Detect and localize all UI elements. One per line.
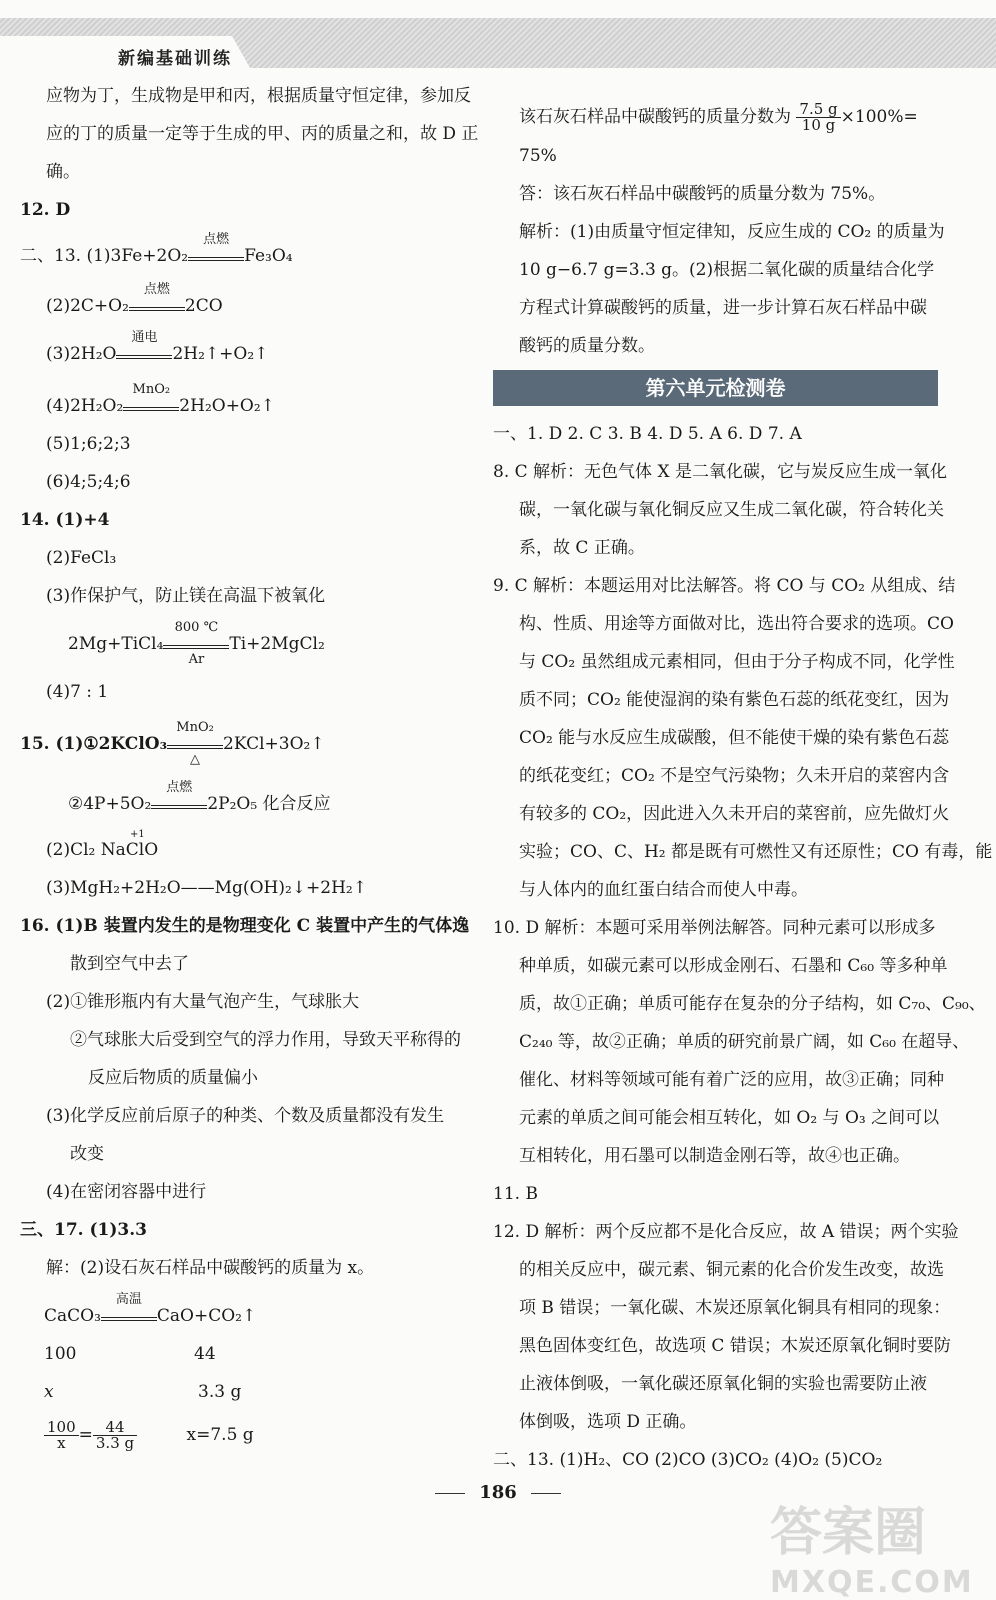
- eq-products: 2CO: [184, 296, 223, 316]
- text-line: (4)在密闭容器中进行: [46, 1182, 207, 1202]
- text-line: 解：(2)设石灰石样品中碳酸钙的质量为 x。: [46, 1258, 375, 1278]
- condition-bottom: △: [190, 752, 201, 767]
- eq-reactants: (2)2C+O₂: [46, 296, 129, 316]
- percent-formula: 该石灰石样品中碳酸钙的质量分数为 $\frac{7.5 g}{10 g}$ ×100%=: [519, 100, 918, 134]
- text-line: 实验；CO、C、H₂ 都是既有可燃性又有还原性；CO 有毒，能: [519, 842, 993, 862]
- text-line: (5)1;6;2;3: [46, 434, 131, 454]
- eq-reactants: ②4P+5O₂: [68, 794, 152, 814]
- text-line: 质，故①正确；单质可能存在复杂的分子结构，如 C₇₀、C₉₀、: [519, 994, 986, 1014]
- text-line: 互相转化，用石墨可以制造金刚石等，故④也正确。: [519, 1146, 910, 1166]
- eq-products: 2P₂O₅ 化合反应: [207, 794, 331, 814]
- answer-13: 二、13. (1)H₂、CO (2)CO (3)CO₂ (4)O₂ (5)CO₂: [493, 1450, 883, 1470]
- proportion-equation: $\frac{100}{x}$ = $\frac{44}{3.3 g}$ x=7.5 g: [44, 1420, 254, 1451]
- calc-value: x: [44, 1382, 54, 1402]
- answer-9: 9. C 解析：本题运用对比法解答。将 CO 与 CO₂ 从组成、结: [493, 576, 956, 596]
- text-line: 的纸花变红；CO₂ 不是空气污染物；久未开启的菜窖内含: [519, 766, 950, 786]
- text-line: (4)7 : 1: [46, 682, 109, 702]
- equation-line: [46, 282, 223, 316]
- text-line: 止液体倒吸，一氧化碳还原氧化铜的实验也需要防止液: [519, 1374, 927, 1394]
- text-line: (6)4;5;4;6: [46, 472, 131, 492]
- text-line: 的相关反应中，碳元素、铜元素的化合价发生改变，故选: [519, 1260, 944, 1280]
- text-line: (2)FeCl₃: [46, 548, 117, 568]
- condition-top: MnO₂: [176, 720, 214, 735]
- text-line: (3)作保护气，防止镁在高温下被氧化: [46, 586, 326, 606]
- reaction-condition: [167, 720, 223, 767]
- answer-8: 8. C 解析：无色气体 X 是二氧化碳，它与炭反应生成一氧化: [493, 462, 947, 482]
- eq-reactants: 15. (1)①2KClO₃: [20, 734, 168, 754]
- calc-value: 44: [194, 1344, 216, 1364]
- text-line: 元素的单质之间可能会相互转化，如 O₂ 与 O₃ 之间可以: [519, 1108, 940, 1128]
- calc-value: 100: [44, 1344, 77, 1364]
- reaction-condition: [123, 382, 179, 411]
- text-line: 碳，一氧化碳与氧化铜反应又生成二氧化碳，符合转化关: [519, 500, 944, 520]
- page-number: 186: [0, 1482, 996, 1503]
- reaction-condition: [151, 780, 207, 809]
- section-title: 第六单元检测卷: [493, 370, 938, 406]
- text-line: 有较多的 CO₂，因此进入久未开启的菜窖前，应先做灯火: [519, 804, 950, 824]
- fraction: $\frac{44}{3.3 g}$: [93, 1420, 137, 1451]
- equation-line: [68, 620, 325, 667]
- eq-products: Ti+2MgCl₂: [229, 634, 325, 654]
- equation-line: [68, 780, 331, 814]
- equation-line: [46, 382, 275, 416]
- eq-products: Fe₃O₄: [244, 246, 293, 266]
- answer-17: 三、17. (1)3.3: [20, 1220, 147, 1240]
- text-line: C₂₄₀ 等，故②正确；单质的研究前景广阔，如 C₆₀ 在超导、: [519, 1032, 970, 1052]
- reaction-condition: [101, 1292, 157, 1321]
- condition-top: 点燃: [143, 282, 170, 297]
- condition-top: 点燃: [203, 232, 230, 247]
- calc-value: 3.3 g: [198, 1382, 242, 1402]
- text-line: 10 g−6.7 g=3.3 g。(2)根据二氧化碳的质量结合化学: [519, 260, 935, 280]
- reaction-condition: [129, 282, 185, 311]
- fraction: $\frac{100}{x}$: [44, 1420, 79, 1451]
- reaction-condition: [188, 232, 244, 261]
- text-line: 改变: [70, 1144, 104, 1164]
- text-line: [46, 829, 159, 860]
- eq-reactants: 二、13. (1)3Fe+2O₂: [20, 246, 189, 266]
- text-line: 75%: [519, 146, 557, 166]
- condition-top: 点燃: [166, 780, 193, 795]
- valence-mark: +1: [130, 829, 145, 840]
- text-line: 种单质，如碳元素可以形成金刚石、石墨和 C₆₀ 等多种单: [519, 956, 948, 976]
- text-line: 构、性质、用途等方面做对比，选出符合要求的选项。CO: [519, 614, 954, 634]
- answer-16: 16. (1)B 装置内发生的是物理变化 C 装置中产生的气体逸: [20, 916, 470, 936]
- condition-bottom: Ar: [188, 652, 205, 667]
- text-line: 黑色固体变红色，故选项 C 错误；木炭还原氧化铜时要防: [519, 1336, 951, 1356]
- text-line: 催化、材料等领域可能有着广泛的应用，故③正确；同种: [519, 1070, 944, 1090]
- equation-line: [46, 330, 269, 364]
- reaction-condition: [116, 330, 172, 359]
- text-line: (3)MgH₂+2H₂O——Mg(OH)₂↓+2H₂↑: [46, 878, 367, 898]
- answer-10: 10. D 解析：本题可采用举例法解答。同种元素可以形成多: [493, 918, 936, 938]
- header-title: 新编基础训练: [118, 49, 232, 69]
- reaction-condition: [163, 620, 229, 667]
- result: x=7.5 g: [186, 1425, 254, 1445]
- eq-reactants: CaCO₃: [44, 1306, 101, 1326]
- text-line: 答：该石灰石样品中碳酸钙的质量分数为 75%。: [519, 184, 886, 204]
- text-line: 散到空气中去了: [70, 954, 189, 974]
- condition-top: 通电: [131, 330, 158, 345]
- eq-products: 2H₂O+O₂↑: [179, 396, 275, 416]
- text-line: 项 B 错误；一氧化碳、木炭还原氧化铜具有相同的现象：: [519, 1298, 951, 1318]
- text-line: 解析：(1)由质量守恒定律知，反应生成的 CO₂ 的质量为: [519, 222, 945, 242]
- text-line: 确。: [46, 162, 80, 182]
- text-line: 酸钙的质量分数。: [519, 336, 655, 356]
- text-line: 反应后物质的质量偏小: [88, 1068, 258, 1088]
- answer-line: 一、1. D 2. C 3. B 4. D 5. A 6. D 7. A: [493, 424, 802, 444]
- text-line: 方程式计算碳酸钙的质量，进一步计算石灰石样品中碳: [519, 298, 927, 318]
- answer-11: 11. B: [493, 1184, 538, 1204]
- equation-line: [20, 232, 293, 266]
- eq-products: 2H₂↑+O₂↑: [172, 344, 269, 364]
- eq-reactants: 2Mg+TiCl₄: [68, 634, 164, 654]
- watermark-logo: 答案圈 MXQE.COM: [770, 1503, 974, 1600]
- eq-products: CaO+CO₂↑: [156, 1306, 257, 1326]
- equation-line: [20, 720, 325, 767]
- answer-12: 12. D 解析：两个反应都不是化合反应，故 A 错误；两个实验: [493, 1222, 959, 1242]
- answer-12: 12. D: [20, 200, 71, 220]
- condition-top: 高温: [115, 1292, 142, 1307]
- eq-products: 2KCl+3O₂↑: [223, 734, 325, 754]
- text-line: 体倒吸，选项 D 正确。: [519, 1412, 697, 1432]
- text-line: CO₂ 能与水反应生成碳酸，但不能使干燥的染有紫色石蕊: [519, 728, 950, 748]
- chlorine-answer: (2)Cl₂ NaClO: [46, 840, 159, 860]
- text-line: 应的丁的质量一定等于生成的甲、丙的质量之和，故 D 正: [46, 124, 479, 144]
- answer-14: 14. (1)+4: [20, 510, 110, 530]
- text-line: (2)①锥形瓶内有大量气泡产生，气球胀大: [46, 992, 360, 1012]
- condition-top: MnO₂: [132, 382, 171, 397]
- fraction: $\frac{7.5 g}{10 g}$: [796, 102, 840, 133]
- eq-reactants: (4)2H₂O₂: [46, 396, 124, 416]
- text-line: 应物为丁，生成物是甲和丙，根据质量守恒定律，参加反: [46, 86, 471, 106]
- condition-top: 800 ℃: [174, 620, 219, 635]
- text-line: (3)化学反应前后原子的种类、个数及质量都没有发生: [46, 1106, 445, 1126]
- text-line: ②气球胀大后受到空气的浮力作用，导致天平称得的: [70, 1030, 461, 1050]
- text-line: 系，故 C 正确。: [519, 538, 645, 558]
- text-line: 与 CO₂ 虽然组成元素相同，但由于分子构成不同，化学性: [519, 652, 955, 672]
- page-header: [0, 0, 996, 72]
- text-line: 质不同；CO₂ 能使湿润的染有紫色石蕊的纸花变红，因为: [519, 690, 950, 710]
- text-line: 与人体内的血红蛋白结合而使人中毒。: [519, 880, 808, 900]
- eq-reactants: (3)2H₂O: [46, 344, 117, 364]
- equation-line: [44, 1292, 257, 1326]
